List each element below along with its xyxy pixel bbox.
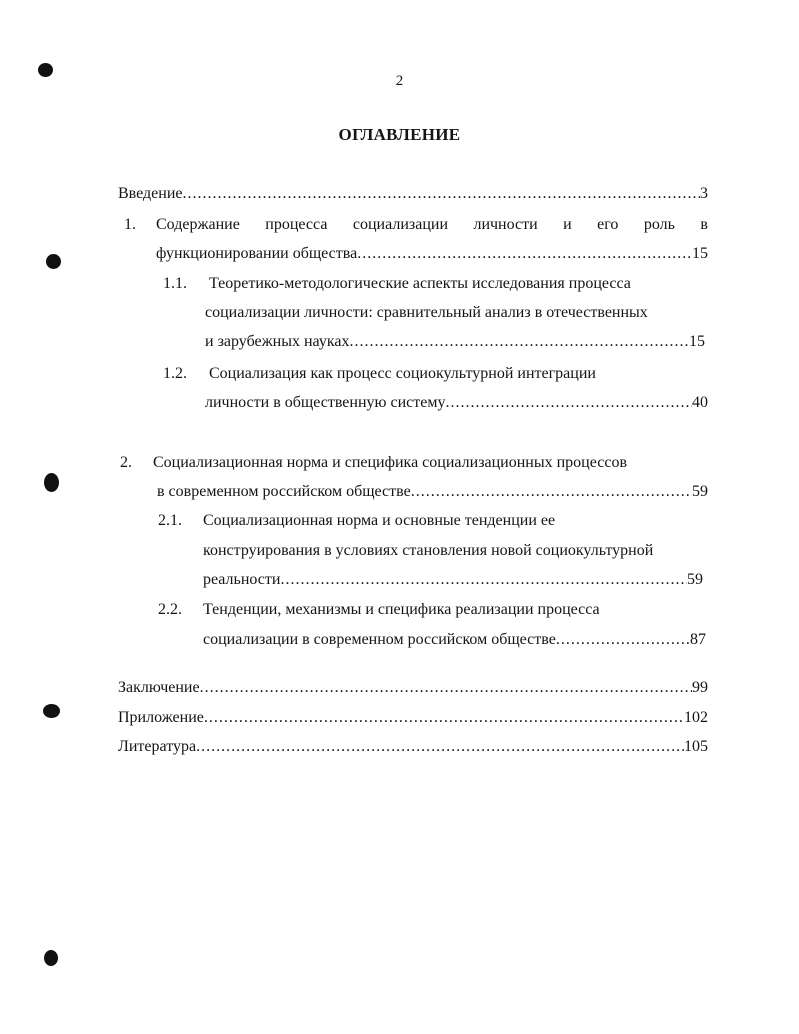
page-number: 2 <box>395 73 404 89</box>
section-title-line: социализации личности: сравнительный анализ в отечественных <box>205 304 648 321</box>
toc-entry-label: Заключение <box>118 679 200 696</box>
toc-entry-label: функционировании общества <box>156 245 358 262</box>
section-number: 2.2. <box>158 601 182 618</box>
toc-entry-label: реальности <box>203 571 281 588</box>
toc-entry-intro[interactable] <box>118 182 708 206</box>
section-number: 2.1. <box>158 512 182 529</box>
toc-page-number: 40 <box>692 394 708 411</box>
title-word: роль <box>643 216 675 233</box>
binder-hole-mark <box>44 473 59 492</box>
section-number: 1.2. <box>163 365 187 382</box>
toc-page-number: 59 <box>687 571 703 588</box>
toc-leader-dots <box>445 391 692 415</box>
toc-entry-label: Приложение <box>118 709 204 726</box>
title-word: процесса <box>265 216 328 233</box>
toc-entry-section-2-1[interactable] <box>203 568 703 592</box>
toc-page-number: 3 <box>700 185 708 202</box>
toc-page-number: 87 <box>690 631 706 648</box>
toc-page-number: 59 <box>692 483 708 500</box>
toc-entry-chapter-2[interactable] <box>157 480 708 504</box>
toc-entry-chapter-1[interactable] <box>156 242 708 266</box>
section-title-line: Тенденции, механизмы и специфика реализации процесса <box>203 601 600 618</box>
toc-entry-label: и зарубежных науках <box>205 333 350 350</box>
toc-entry-label: Литература <box>118 738 197 755</box>
toc-leader-dots <box>357 242 692 266</box>
toc-entry-label: Введение <box>118 185 183 202</box>
toc-page-number: 15 <box>692 245 708 262</box>
title-word: его <box>597 216 619 233</box>
section-title-line: конструирования в условиях становления новой социокультурной <box>203 542 654 559</box>
toc-leader-dots <box>280 568 687 592</box>
title-word: и <box>563 216 572 233</box>
toc-leader-dots <box>183 182 701 206</box>
page-title: ОГЛАВЛЕНИЕ <box>338 125 461 144</box>
toc-entry-section-1-2[interactable] <box>205 391 708 415</box>
toc-entry-conclusion[interactable] <box>118 676 708 700</box>
toc-entry-section-2-2[interactable] <box>203 628 706 652</box>
toc-leader-dots <box>556 628 690 652</box>
section-title-line: Социализационная норма и основные тенденции ее <box>203 512 556 529</box>
section-number: 1.1. <box>163 275 187 292</box>
toc-leader-dots <box>200 676 692 700</box>
title-word: личности <box>473 216 538 233</box>
binder-hole-mark <box>43 704 60 718</box>
toc-entry-label: личности в общественную систему <box>205 394 446 411</box>
title-word: в <box>700 216 708 233</box>
binder-hole-mark <box>44 950 58 966</box>
toc-page-number: 102 <box>684 709 708 726</box>
title-word: социализации <box>352 216 448 233</box>
section-title-line: Социализация как процесс социокультурной интеграции <box>209 365 596 382</box>
toc-page-number: 15 <box>689 333 705 350</box>
binder-hole-mark <box>46 254 61 269</box>
toc-entry-label: в современном российском обществе <box>157 483 411 500</box>
chapter-2-title-line: Социализационная норма и специфика социализационных процессов <box>153 454 627 471</box>
toc-page-number: 99 <box>692 679 708 696</box>
title-word: Содержание <box>156 216 240 233</box>
toc-leader-dots <box>204 706 684 730</box>
toc-entry-references[interactable] <box>118 735 708 759</box>
toc-entry-section-1-1[interactable] <box>205 330 705 354</box>
toc-page-number: 105 <box>684 738 708 755</box>
toc-entry-label: социализации в современном российском обществе <box>203 631 556 648</box>
toc-leader-dots <box>196 735 684 759</box>
toc-leader-dots <box>349 330 689 354</box>
chapter-number: 1. <box>124 216 136 233</box>
chapter-1-title-line[interactable] <box>156 213 708 237</box>
toc-leader-dots <box>411 480 692 504</box>
section-title-line: Теоретико-методологические аспекты исследования процесса <box>209 275 631 292</box>
chapter-number: 2. <box>120 454 132 471</box>
toc-entry-appendix[interactable] <box>118 706 708 730</box>
